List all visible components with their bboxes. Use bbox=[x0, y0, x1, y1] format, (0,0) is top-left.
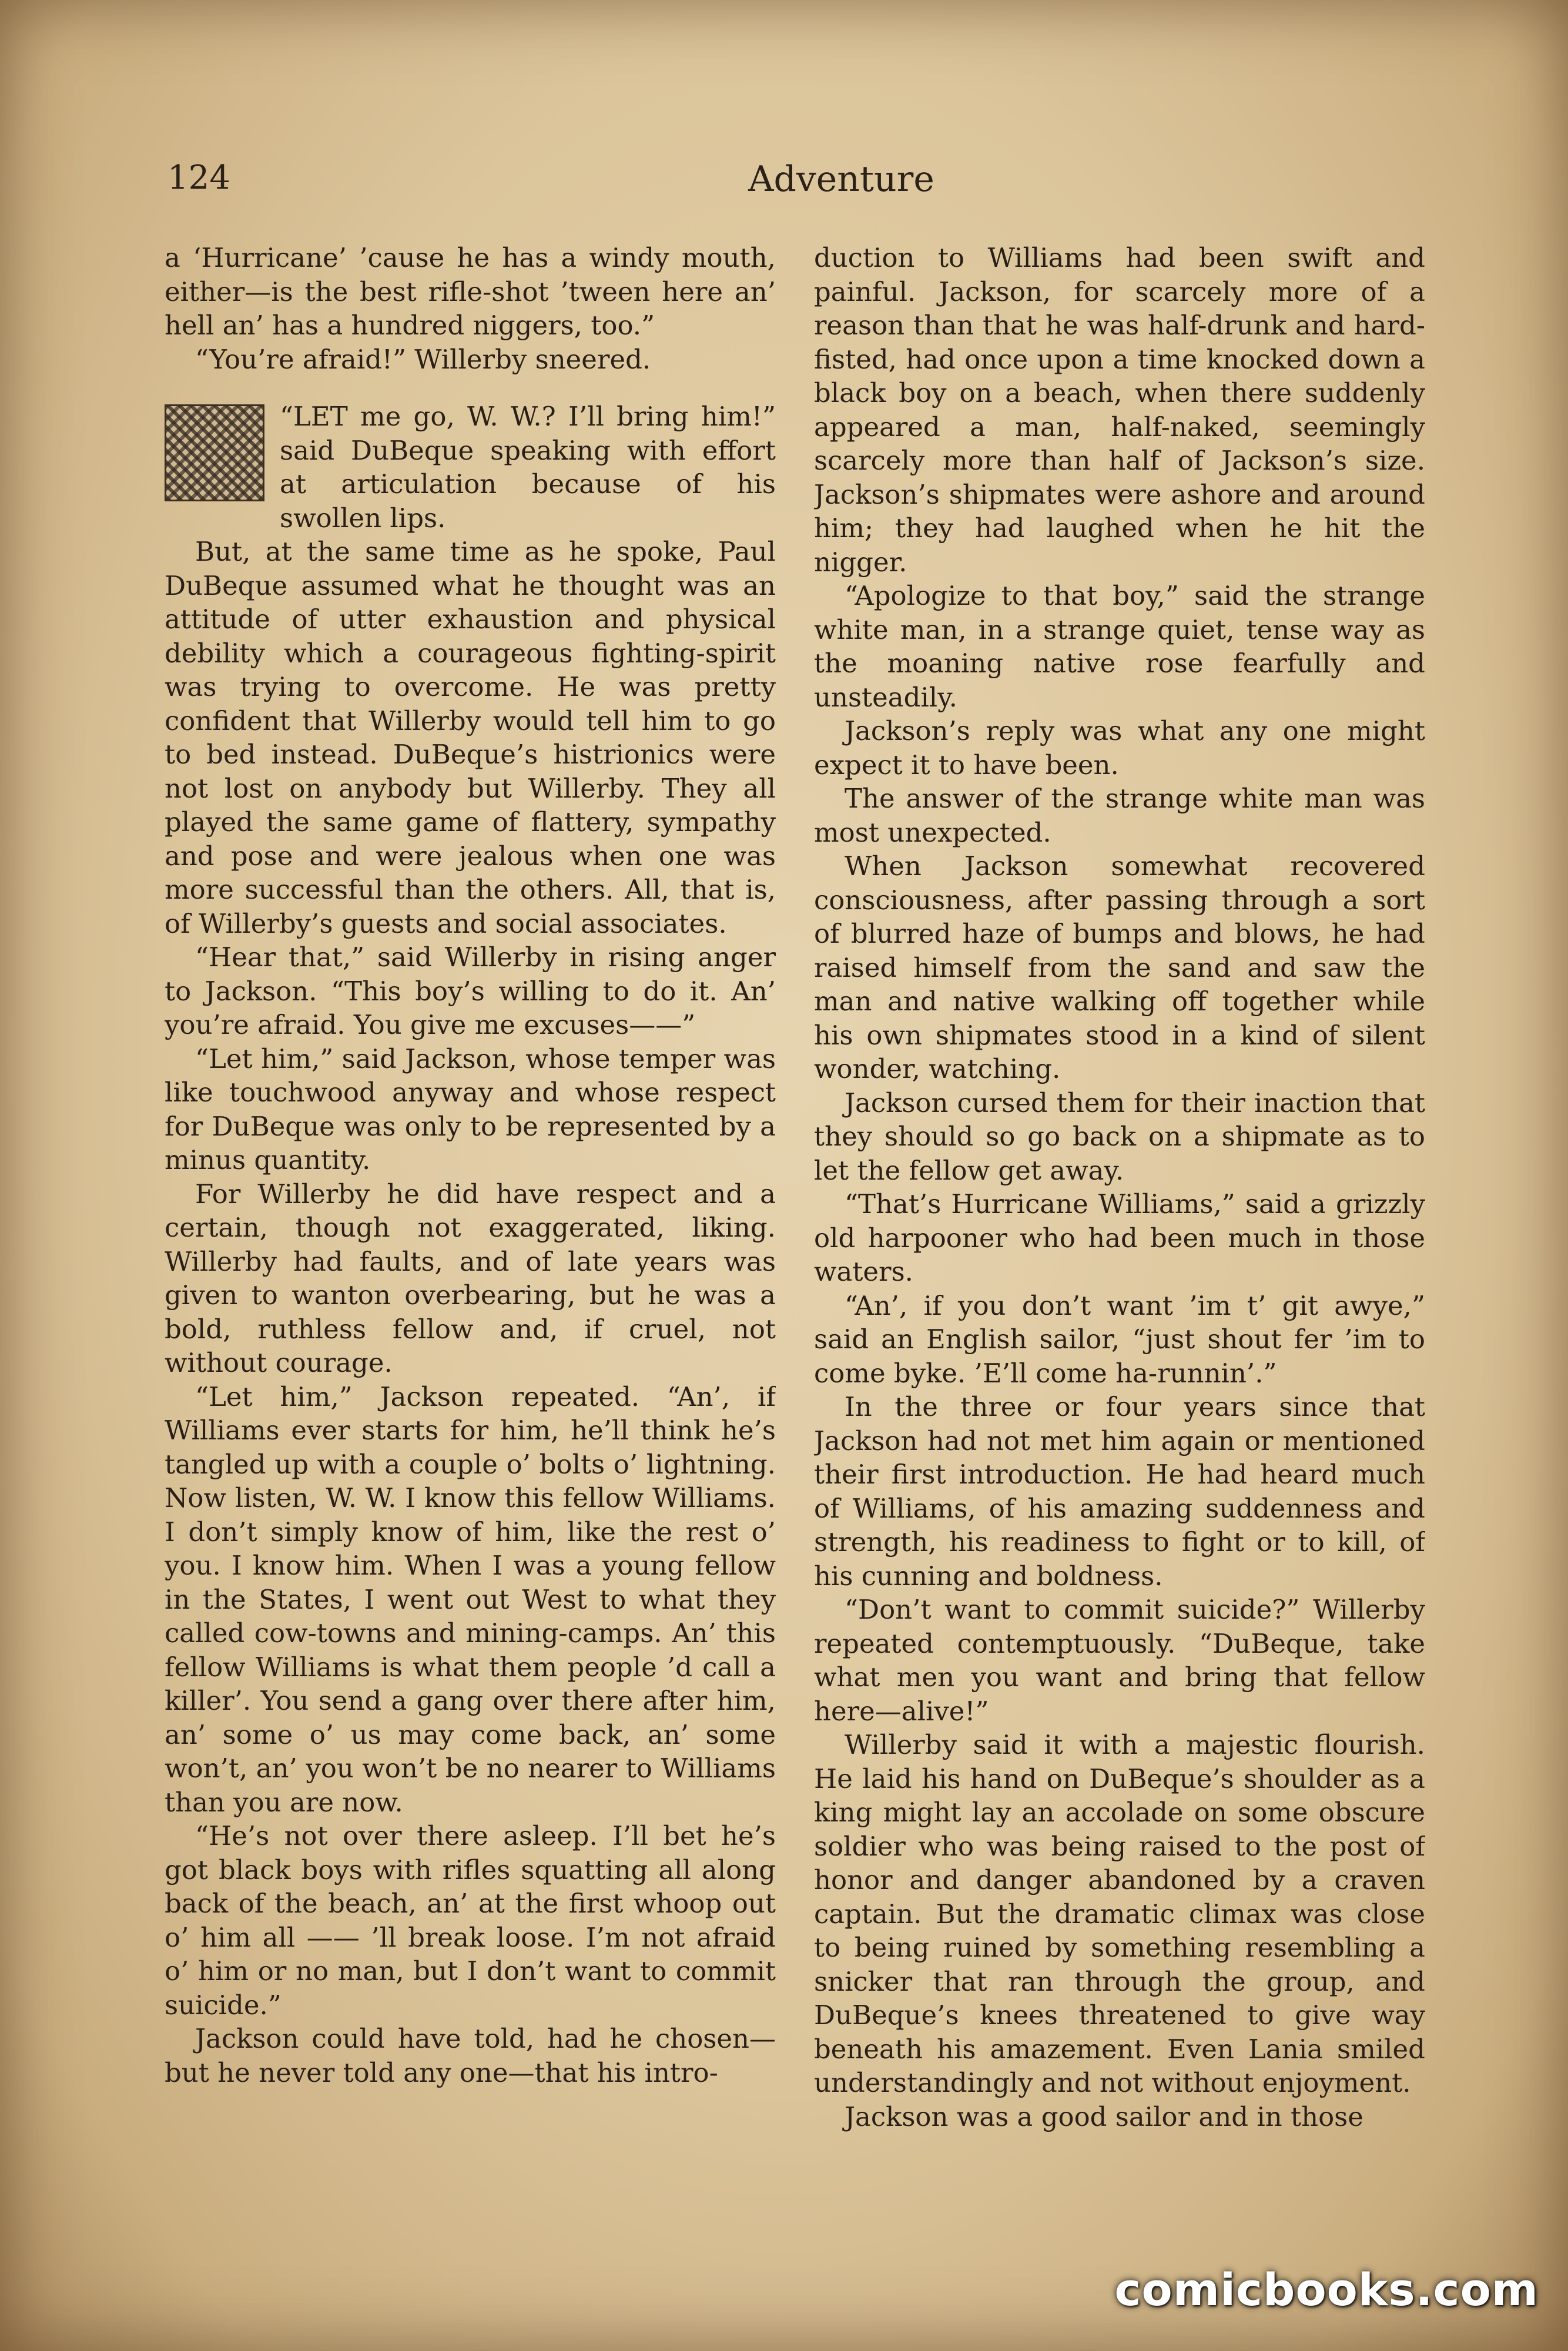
left-column bbox=[165, 241, 776, 2204]
paragraph: “Apologize to that boy,” said the strange white man, in a strange quiet, tense way as the moaning native rose fearfully and unsteadily. bbox=[814, 580, 1425, 713]
right-column bbox=[814, 241, 1425, 2204]
paragraph: But, at the same time as he spoke, Paul DuBeque assumed what he thought was an attitude of utter exhaustion and physical debility which a courageous fighting-spirit was trying to overcome. He was pretty confident that Willerby would tell him to go to bed instead. DuBeque’s histrionics were not lost on anybody but Willerby. They all played the same game of flattery, sympathy and pose and were jealous when one was more successful than the others. All, that is, of Willerby’s guests and social associates. bbox=[165, 536, 776, 939]
paragraph: For Willerby he did have respect and a certain, though not exaggerated, liking. Willerby had faults, and of late years was given to wanton overbearing, but he was a bold, ruthless fellow and, if cruel, not without courage. bbox=[165, 1178, 776, 1378]
paragraph: When Jackson somewhat recovered consciousness, after passing through a sort of blurred haze of bumps and blows, he had raised himself from the sand and saw the man and native walking off together while his own shipmates stood in a kind of silent wonder, watching. bbox=[814, 850, 1425, 1084]
paragraph: “Let him,” said Jackson, whose temper was like touchwood anyway and whose respect for DuBeque was only to be represented by a minus quantity. bbox=[165, 1043, 776, 1176]
paragraph: “He’s not over there asleep. I’ll bet he’s got black boys with rifles squatting all along back of the beach, an’ at the first whoop out o’ him all —— ’ll break loose. I’m not afraid o’ him or no man, but I don’t want to commit suicide.” bbox=[165, 1820, 776, 2021]
drop-cap-paragraph bbox=[165, 400, 776, 535]
paragraph: “That’s Hurricane Williams,” said a grizzly old harpooner who had been much in those waters. bbox=[814, 1188, 1425, 1287]
page-header bbox=[167, 159, 1433, 212]
paragraph: “Hear that,” said Willerby in rising anger to Jackson. “This boy’s willing to do it. An’ you’re afraid. You give me excuses——” bbox=[165, 942, 776, 1040]
ornamental-knotwork-initial-icon bbox=[165, 404, 264, 501]
paragraph: “Let him,” Jackson repeated. “An’, if Williams ever starts for him, he’ll think he’s tangled up with a couple o’ bolts o’ lightning. Now listen, W. W. I know this fellow Williams. I don’t simply know of him, like the rest o’ you. I know him. When I was a young fellow in the States, I went out West to what they called cow-towns and mining-camps. An’ this fellow Williams is what them people ’d call a killer’. You send a gang over there after him, an’ some o’ us may come back, an’ some won’t, an’ you won’t be no nearer to Williams than you are now. bbox=[165, 1381, 776, 1818]
paragraph: The answer of the strange white man was most unexpected. bbox=[814, 783, 1425, 848]
paragraph: Jackson could have told, had he chosen—but he never told any one—that his intro- bbox=[165, 2023, 776, 2088]
paragraph: Jackson cursed them for their inaction that they should so go back on a shipmate as to let the fellow get away. bbox=[814, 1087, 1425, 1186]
paragraph: “Don’t want to commit suicide?” Willerby repeated contemptuously. “DuBeque, take what men you want and bring that fellow here—alive!” bbox=[814, 1594, 1425, 1727]
paragraph: “An’, if you don’t want ’im t’ git awye,” said an English sailor, “just shout fer ’im to come byke. ’E’ll come ha-runnin’.” bbox=[814, 1290, 1425, 1389]
paragraph: Jackson’s reply was what any one might expect it to have been. bbox=[814, 715, 1425, 781]
running-head: Adventure bbox=[748, 159, 934, 200]
watermark-logo: comicbooks.com bbox=[1114, 2263, 1539, 2316]
paragraph: Jackson was a good sailor and in those bbox=[845, 2101, 1363, 2132]
page-number: 124 bbox=[167, 159, 230, 197]
paragraph-text: “LET me go, W. W.? I’ll bring him!” said DuBeque speaking with effort at articulation because of his swollen lips. bbox=[280, 401, 776, 534]
paragraph: a ‘Hurricane’ ’cause he has a windy mouth, either—is the best rifle-shot ’tween here an’ hell an’ has a hundred niggers, too.” bbox=[165, 242, 776, 341]
paragraph: Willerby said it with a majestic flourish. He laid his hand on DuBeque’s shoulder as a king might lay an accolade on some obscure soldier who was being raised to the post of honor and danger abandoned by a craven captain. But the dramatic climax was close to being ruined by something resembling a snicker that ran through the group, and DuBeque’s knees threatened to give way beneath his amazement. Even Lania smiled understandingly and not without enjoyment. bbox=[814, 1729, 1425, 2098]
paragraph: “You’re afraid!” Willerby sneered. bbox=[195, 343, 651, 375]
paragraph: duction to Williams had been swift and painful. Jackson, for scarcely more of a reason than that he was half-drunk and hard-fisted, had once upon a time knocked down a black boy on a beach, when there suddenly appeared a man, half-naked, seemingly scarcely more than half of Jackson’s size. Jackson’s shipmates were ashore and around him; they had laughed when he hit the nigger. bbox=[814, 242, 1425, 578]
paragraph: In the three or four years since that Jackson had not met him again or mentioned their first introduction. He had heard much of Williams, of his amazing suddenness and strength, his readiness to fight or to kill, of his cunning and boldness. bbox=[814, 1391, 1425, 1592]
